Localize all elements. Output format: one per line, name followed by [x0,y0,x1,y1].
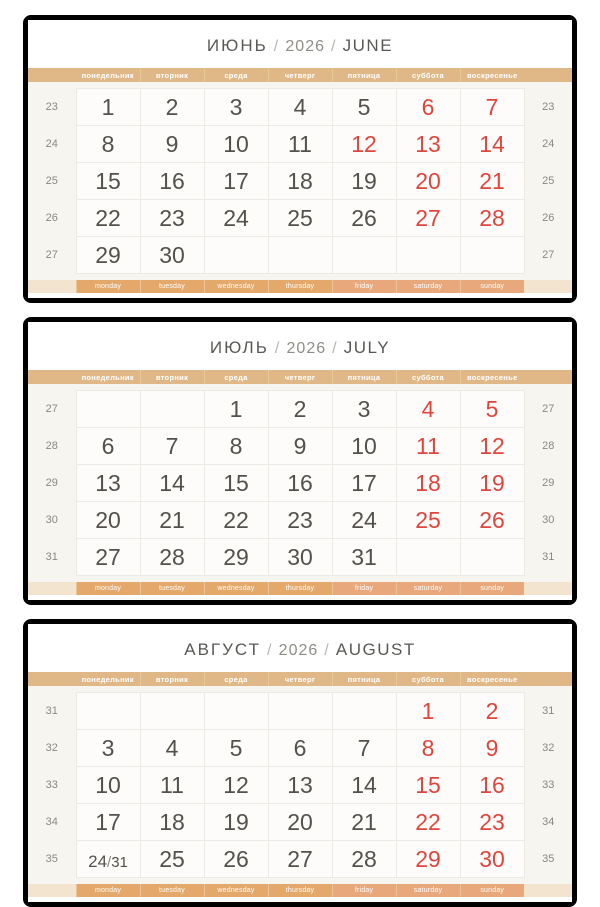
day-cell[interactable]: 31 [332,539,396,576]
weekday-header-wednesday: среда [204,370,268,384]
month-year: 2026 [278,642,319,659]
day-cell-empty [332,237,396,274]
weekday-header-saturday: суббота [396,370,460,384]
month-name-en: AUGUST [335,640,416,659]
day-cell[interactable]: 30 [140,237,204,274]
weekday-header-monday: понедельник [76,370,140,384]
weekday-footer-saturday: saturday [396,280,460,293]
day-cell-empty [460,539,524,576]
month-title-june [28,20,572,68]
day-cell[interactable]: 26 [460,502,524,539]
week-number-left: 29 [28,465,76,502]
week-number-header-left [28,68,76,82]
week-number-right: 24 [524,126,572,163]
week-number-left: 27 [28,391,76,428]
day-cell[interactable]: 29 [204,539,268,576]
day-cell[interactable]: 7 [140,428,204,465]
weekday-footer-friday: friday [332,884,396,897]
week-number-right: 32 [524,730,572,767]
week-number-left: 31 [28,693,76,730]
week-number-right: 23 [524,89,572,126]
day-cell[interactable]: 2 [140,89,204,126]
day-cell[interactable]: 20 [396,163,460,200]
week-number-left: 23 [28,89,76,126]
day-cell[interactable]: 9 [268,428,332,465]
weekday-header-sunday: воскресенье [460,370,524,384]
month-block-june [23,15,577,303]
weekday-footer-monday: monday [76,280,140,293]
week-row [28,693,572,730]
weekday-footer-wednesday: wednesday [204,582,268,595]
weekday-header-thursday: четверг [268,370,332,384]
week-number-left: 25 [28,163,76,200]
dual-day-slash: / [107,853,112,871]
weekday-header-wednesday: среда [204,672,268,686]
weekday-footer-row-en [28,582,572,595]
day-cell-empty [332,693,396,730]
calendar-table-august [28,672,572,897]
month-name-ru: АВГУСТ [184,640,262,659]
week-number-right: 28 [524,428,572,465]
weekday-header-sunday: воскресенье [460,68,524,82]
weekday-header-sunday: воскресенье [460,672,524,686]
week-number-right: 27 [524,391,572,428]
day-cell[interactable]: 20 [76,502,140,539]
day-cell[interactable]: 25 [140,841,204,878]
week-number-right: 29 [524,465,572,502]
day-cell[interactable]: 26 [204,841,268,878]
week-footer-right [524,280,572,293]
weekday-footer-thursday: thursday [268,280,332,293]
day-cell-empty [396,539,460,576]
week-number-header-right [524,68,572,82]
day-cell[interactable]: 27 [396,200,460,237]
weekday-footer-friday: friday [332,280,396,293]
title-separator-2: / [324,642,330,659]
weekday-footer-tuesday: tuesday [140,582,204,595]
day-cell[interactable]: 24 [332,502,396,539]
week-number-right: 31 [524,539,572,576]
day-cell[interactable]: 21 [140,502,204,539]
title-separator-2: / [331,38,337,55]
day-cell-empty [396,237,460,274]
day-cell[interactable]: 9 [140,126,204,163]
weekday-header-wednesday: среда [204,68,268,82]
weekday-header-tuesday: вторник [140,672,204,686]
weekday-header-friday: пятница [332,68,396,82]
day-cell[interactable]: 13 [76,465,140,502]
day-cell[interactable]: 17 [76,804,140,841]
day-cell[interactable]: 18 [396,465,460,502]
day-cell[interactable]: 7 [332,730,396,767]
day-cell-empty [76,693,140,730]
day-cell-empty [268,693,332,730]
weekday-header-friday: пятница [332,672,396,686]
day-cell-empty [76,391,140,428]
day-cell[interactable]: 17 [332,465,396,502]
day-cell[interactable]: 15 [204,465,268,502]
day-cell[interactable]: 4 [396,391,460,428]
day-cell[interactable]: 23 [460,804,524,841]
day-cell[interactable]: 12 [204,767,268,804]
day-cell[interactable]: 6 [76,428,140,465]
week-number-header-left [28,672,76,686]
month-year: 2026 [285,38,325,55]
day-cell[interactable]: 11 [396,428,460,465]
day-cell[interactable]: 27 [268,841,332,878]
day-cell-empty [268,237,332,274]
day-cell[interactable]: 29 [76,237,140,274]
title-separator-1: / [273,38,280,55]
month-title-august [28,624,572,672]
week-row [28,89,572,126]
week-number-right: 30 [524,502,572,539]
weekday-header-thursday: четверг [268,672,332,686]
day-cell[interactable]: 30 [460,841,524,878]
day-cell[interactable]: 24 [204,200,268,237]
weekday-header-tuesday: вторник [140,370,204,384]
day-cell[interactable]: 11 [140,767,204,804]
day-cell[interactable]: 3 [76,730,140,767]
dual-day-second: 31 [111,853,128,871]
month-name-ru: ИЮНЬ [206,36,268,55]
day-cell[interactable]: 20 [268,804,332,841]
day-cell[interactable]: 28 [460,200,524,237]
week-row [28,502,572,539]
weekday-footer-sunday: sunday [460,582,524,595]
week-number-right: 35 [524,841,572,878]
day-cell[interactable]: 2 [460,693,524,730]
week-row [28,465,572,502]
block-bottom-pad [28,897,572,902]
week-footer-right [524,582,572,595]
day-cell[interactable]: 9 [460,730,524,767]
weekday-header-tuesday: вторник [140,68,204,82]
weekday-footer-thursday: thursday [268,884,332,897]
month-inner-june [28,20,572,298]
week-number-header-left [28,370,76,384]
dual-day-label [88,852,128,871]
weekday-header-row-ru [28,370,572,384]
day-cell-empty [204,237,268,274]
day-cell[interactable]: 4 [268,89,332,126]
day-cell[interactable]: 19 [204,804,268,841]
week-footer-left [28,582,76,595]
week-number-left: 34 [28,804,76,841]
block-bottom-pad [28,595,572,600]
week-row [28,163,572,200]
day-cell[interactable]: 1 [204,391,268,428]
month-title-july [28,322,572,370]
week-row [28,126,572,163]
week-number-left: 35 [28,841,76,878]
day-cell[interactable]: 19 [332,163,396,200]
day-cell[interactable]: 8 [396,730,460,767]
day-cell[interactable]: 15 [396,767,460,804]
day-cell[interactable]: 18 [268,163,332,200]
weekday-header-saturday: суббота [396,68,460,82]
month-block-august [23,619,577,907]
day-cell[interactable]: 7 [460,89,524,126]
weekday-footer-row-en [28,884,572,897]
week-number-left: 28 [28,428,76,465]
day-cell[interactable]: 25 [396,502,460,539]
day-cell[interactable]: 10 [204,126,268,163]
day-cell[interactable]: 10 [332,428,396,465]
day-cell[interactable]: 21 [332,804,396,841]
day-cell-empty [204,693,268,730]
week-row [28,539,572,576]
day-cell[interactable]: 25 [268,200,332,237]
day-cell[interactable]: 12 [332,126,396,163]
week-footer-right [524,884,572,897]
day-cell[interactable]: 14 [140,465,204,502]
calendar-table-june [28,68,572,293]
day-cell[interactable]: 22 [204,502,268,539]
day-cell[interactable]: 16 [268,465,332,502]
day-cell[interactable]: 2 [268,391,332,428]
day-cell[interactable]: 13 [396,126,460,163]
day-cell-empty [140,693,204,730]
day-cell[interactable]: 13 [268,767,332,804]
title-separator-1: / [274,340,281,357]
week-row [28,804,572,841]
weekday-header-friday: пятница [332,370,396,384]
week-number-right: 27 [524,237,572,274]
week-number-right: 25 [524,163,572,200]
day-cell[interactable]: 1 [76,89,140,126]
week-row [28,767,572,804]
week-number-right: 34 [524,804,572,841]
week-number-right: 26 [524,200,572,237]
week-row [28,428,572,465]
week-number-left: 26 [28,200,76,237]
weekday-footer-monday: monday [76,884,140,897]
week-footer-left [28,884,76,897]
weekday-footer-monday: monday [76,582,140,595]
day-cell[interactable]: 6 [268,730,332,767]
day-cell[interactable]: 28 [332,841,396,878]
week-number-right: 33 [524,767,572,804]
month-name-en: JUNE [342,36,394,55]
week-footer-left [28,280,76,293]
week-number-left: 31 [28,539,76,576]
day-cell[interactable]: 8 [204,428,268,465]
weekday-header-monday: понедельник [76,68,140,82]
day-cell[interactable]: 22 [76,200,140,237]
week-row [28,841,572,878]
day-cell[interactable]: 18 [140,804,204,841]
week-number-left: 32 [28,730,76,767]
day-cell[interactable]: 5 [332,89,396,126]
day-cell[interactable]: 23 [140,200,204,237]
day-cell[interactable]: 29 [396,841,460,878]
weekday-footer-sunday: sunday [460,884,524,897]
day-cell[interactable]: 26 [332,200,396,237]
day-cell[interactable]: 21 [460,163,524,200]
day-cell[interactable]: 5 [204,730,268,767]
block-bottom-pad [28,293,572,298]
month-year: 2026 [286,340,327,357]
week-number-header-right [524,370,572,384]
weekday-header-row-ru [28,672,572,686]
day-cell[interactable]: 30 [268,539,332,576]
weekday-footer-friday: friday [332,582,396,595]
month-name-en: JULY [343,338,391,357]
day-cell[interactable]: 23 [268,502,332,539]
weekday-header-saturday: суббота [396,672,460,686]
day-cell[interactable]: 3 [332,391,396,428]
day-cell[interactable]: 19 [460,465,524,502]
weekday-footer-row-en [28,280,572,293]
day-cell[interactable]: 27 [76,539,140,576]
day-cell[interactable]: 14 [460,126,524,163]
dual-day-first: 24 [88,851,108,871]
day-cell[interactable]: 1 [396,693,460,730]
day-cell[interactable]: 11 [268,126,332,163]
week-row [28,237,572,274]
weekday-footer-sunday: sunday [460,280,524,293]
day-cell[interactable]: 5 [460,391,524,428]
day-cell-empty [140,391,204,428]
weekday-footer-wednesday: wednesday [204,884,268,897]
title-separator-2: / [332,340,338,357]
day-cell[interactable]: 28 [140,539,204,576]
day-cell[interactable]: 6 [396,89,460,126]
weekday-header-row-ru [28,68,572,82]
day-cell[interactable]: 14 [332,767,396,804]
month-inner-july [28,322,572,600]
calendar-table-july [28,370,572,595]
week-row [28,391,572,428]
day-cell-dual[interactable] [76,841,140,878]
weekday-footer-saturday: saturday [396,582,460,595]
week-row [28,730,572,767]
week-number-header-right [524,672,572,686]
weekday-footer-saturday: saturday [396,884,460,897]
weekday-footer-tuesday: tuesday [140,280,204,293]
month-name-ru: ИЮЛЬ [209,338,269,357]
day-cell[interactable]: 8 [76,126,140,163]
weekday-header-thursday: четверг [268,68,332,82]
weekday-footer-tuesday: tuesday [140,884,204,897]
day-cell[interactable]: 16 [460,767,524,804]
weekday-header-monday: понедельник [76,672,140,686]
week-row [28,200,572,237]
month-block-july [23,317,577,605]
weekday-footer-wednesday: wednesday [204,280,268,293]
month-inner-august [28,624,572,902]
week-number-left: 30 [28,502,76,539]
day-cell[interactable]: 17 [204,163,268,200]
day-cell[interactable]: 12 [460,428,524,465]
day-cell[interactable]: 22 [396,804,460,841]
day-cell[interactable]: 10 [76,767,140,804]
week-number-left: 33 [28,767,76,804]
week-number-left: 27 [28,237,76,274]
week-number-right: 31 [524,693,572,730]
title-separator-1: / [267,642,273,659]
weekday-footer-thursday: thursday [268,582,332,595]
day-cell-empty [460,237,524,274]
day-cell[interactable]: 3 [204,89,268,126]
day-cell[interactable]: 4 [140,730,204,767]
day-cell[interactable]: 15 [76,163,140,200]
day-cell[interactable]: 16 [140,163,204,200]
week-number-left: 24 [28,126,76,163]
